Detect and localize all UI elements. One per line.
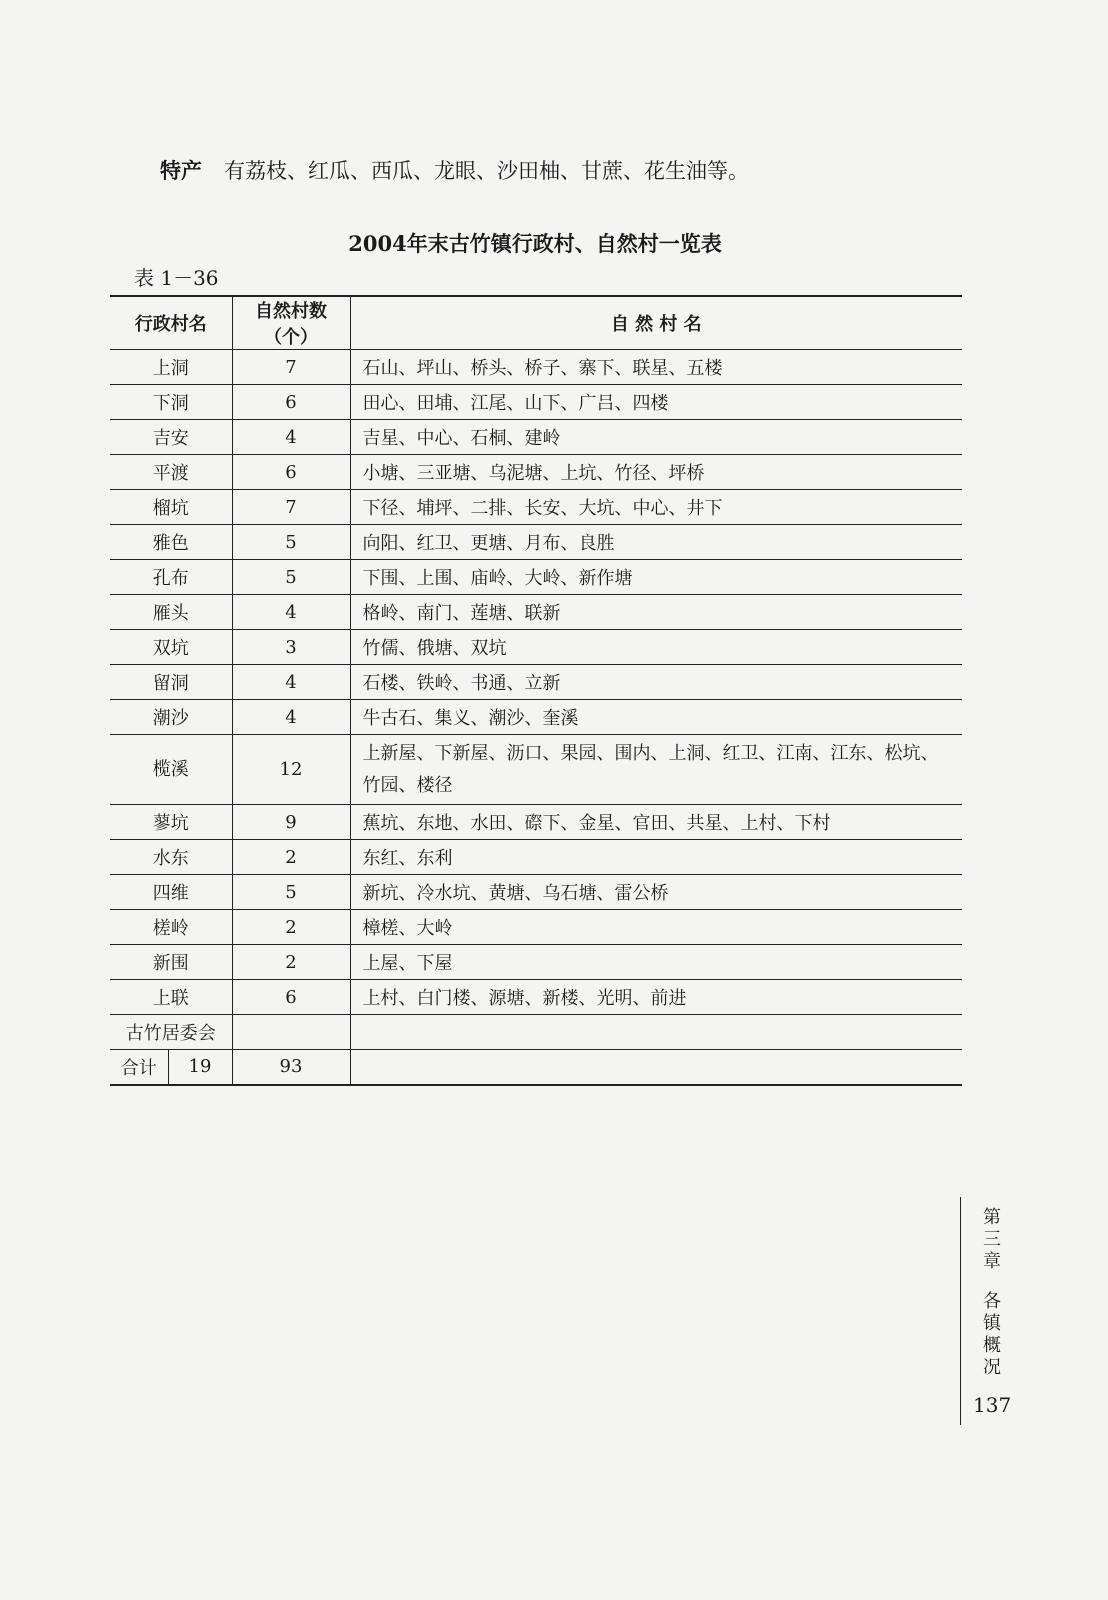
chapter-char: 第: [983, 1207, 1001, 1228]
chapter-char: 各: [983, 1291, 1001, 1312]
page-number: 137: [973, 1393, 1012, 1417]
table-title: 2004年末古竹镇行政村、自然村一览表: [348, 231, 722, 256]
village-names: 牛古石、集义、潮沙、奎溪: [350, 700, 962, 735]
admin-village: 双坑: [110, 630, 232, 665]
table-row: [110, 735, 962, 805]
total-names-empty: [350, 1050, 962, 1085]
admin-village: 古竹居委会: [110, 1015, 232, 1050]
table-row: [110, 420, 962, 455]
chapter-char: 概: [983, 1335, 1001, 1356]
header-row: [110, 296, 962, 350]
total-admin-count: 19: [168, 1050, 232, 1085]
total-row: [110, 1050, 962, 1085]
village-count: 7: [232, 490, 350, 525]
admin-village: 新围: [110, 945, 232, 980]
admin-village: 雅色: [110, 525, 232, 560]
village-count: 6: [232, 980, 350, 1015]
village-names: 吉星、中心、石桐、建岭: [350, 420, 962, 455]
table-row: [110, 525, 962, 560]
table-number: 表 1－36: [134, 266, 219, 290]
admin-village: 榄溪: [110, 735, 232, 805]
village-count: 2: [232, 945, 350, 980]
table-row: [110, 665, 962, 700]
village-names: 小塘、三亚塘、乌泥塘、上坑、竹径、坪桥: [350, 455, 962, 490]
admin-village: 上洞: [110, 350, 232, 385]
chapter-char: 三: [983, 1229, 1001, 1250]
table-row: [110, 910, 962, 945]
table-row: [110, 350, 962, 385]
village-count: 9: [232, 805, 350, 840]
table-row: [110, 980, 962, 1015]
table-row: [110, 840, 962, 875]
admin-village: 水东: [110, 840, 232, 875]
admin-village: 吉安: [110, 420, 232, 455]
admin-village: 平渡: [110, 455, 232, 490]
table-row: [110, 490, 962, 525]
chapter-title: [981, 1207, 1003, 1379]
table-row: [110, 945, 962, 980]
village-names: 下径、埔坪、二排、长安、大坑、中心、井下: [350, 490, 962, 525]
village-count: [232, 1015, 350, 1050]
village-count: 4: [232, 665, 350, 700]
village-names: 石楼、铁岭、书通、立新: [350, 665, 962, 700]
admin-village: 潮沙: [110, 700, 232, 735]
village-names: 下围、上围、庙岭、大岭、新作塘: [350, 560, 962, 595]
admin-village: 四维: [110, 875, 232, 910]
total-village-count: 93: [232, 1050, 350, 1085]
village-count: 6: [232, 385, 350, 420]
village-names: 蕉坑、东地、水田、磜下、金星、官田、共星、上村、下村: [350, 805, 962, 840]
village-count: 4: [232, 420, 350, 455]
total-label: 合计: [110, 1050, 168, 1085]
village-names: 田心、田埔、江尾、山下、广吕、四楼: [350, 385, 962, 420]
village-count: 6: [232, 455, 350, 490]
admin-village: 蓼坑: [110, 805, 232, 840]
table-row: [110, 875, 962, 910]
village-count: 2: [232, 910, 350, 945]
chapter-char: 况: [983, 1357, 1001, 1378]
intro-text: 有荔枝、红瓜、西瓜、龙眼、沙田柚、甘蔗、花生油等。: [224, 159, 749, 183]
village-names: 竹儒、俄塘、双坑: [350, 630, 962, 665]
village-count: 3: [232, 630, 350, 665]
admin-village: 榴坑: [110, 490, 232, 525]
village-count: 5: [232, 525, 350, 560]
table-row: [110, 455, 962, 490]
village-count: 2: [232, 840, 350, 875]
village-names: 向阳、红卫、更塘、月布、良胜: [350, 525, 962, 560]
admin-village: 留洞: [110, 665, 232, 700]
chapter-char: 章: [983, 1251, 1001, 1272]
village-names: 上新屋、下新屋、沥口、果园、围内、上洞、红卫、江南、江东、松坑、竹园、楼径: [350, 735, 962, 805]
table-row: [110, 700, 962, 735]
village-names: 石山、坪山、桥头、桥子、寨下、联星、五楼: [350, 350, 962, 385]
admin-village: 上联: [110, 980, 232, 1015]
village-names: 东红、东利: [350, 840, 962, 875]
table-row: [110, 630, 962, 665]
village-count: 4: [232, 700, 350, 735]
table-row: [110, 805, 962, 840]
village-count: 7: [232, 350, 350, 385]
chapter-char: 镇: [983, 1313, 1001, 1334]
header-count: 自然村数（个）: [232, 296, 350, 350]
village-names: 格岭、南门、莲塘、联新: [350, 595, 962, 630]
intro-paragraph: [160, 155, 749, 185]
village-names: 上屋、下屋: [350, 945, 962, 980]
admin-village: 雁头: [110, 595, 232, 630]
village-count: 4: [232, 595, 350, 630]
admin-village: 下洞: [110, 385, 232, 420]
table-row: [110, 560, 962, 595]
village-count: 5: [232, 875, 350, 910]
village-table: [110, 295, 962, 1086]
village-count: 5: [232, 560, 350, 595]
table-row: [110, 595, 962, 630]
admin-village: 槎岭: [110, 910, 232, 945]
table-row: [110, 385, 962, 420]
table-row: [110, 1015, 962, 1050]
header-admin: 行政村名: [110, 296, 232, 350]
village-count: 12: [232, 735, 350, 805]
village-names: [350, 1015, 962, 1050]
village-names: 上村、白门楼、源塘、新楼、光明、前进: [350, 980, 962, 1015]
header-names: 自 然 村 名: [350, 296, 962, 350]
village-names: 樟槎、大岭: [350, 910, 962, 945]
admin-village: 孔布: [110, 560, 232, 595]
intro-term: 特产: [160, 158, 202, 183]
side-margin: [960, 1197, 1023, 1425]
chapter-gap: [981, 1273, 1003, 1291]
village-names: 新坑、冷水坑、黄塘、乌石塘、雷公桥: [350, 875, 962, 910]
